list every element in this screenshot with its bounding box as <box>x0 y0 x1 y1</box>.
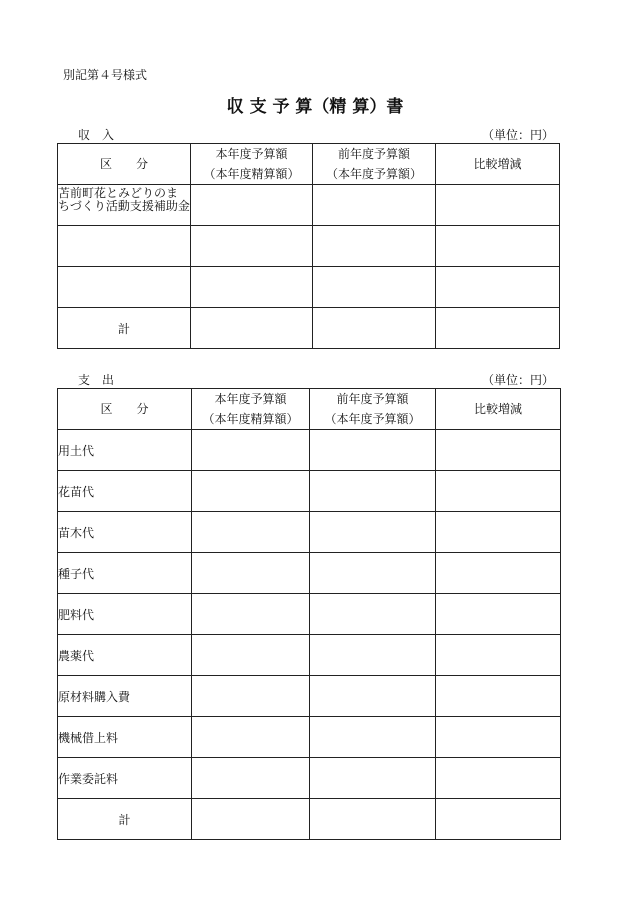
expense-header-diff: 比較増減 <box>436 389 561 430</box>
expense-row-label: 苗木代 <box>58 512 192 553</box>
expense-row-label: 肥料代 <box>58 594 192 635</box>
expense-cell-previous[interactable] <box>310 553 436 594</box>
income-header-row <box>58 144 560 185</box>
income-header-previous <box>313 144 436 185</box>
expense-row-label: 原材料購入費 <box>58 676 192 717</box>
expense-cell-diff[interactable] <box>436 512 561 553</box>
table-row <box>58 594 561 635</box>
income-cell-previous[interactable] <box>313 226 436 267</box>
expense-cell-previous[interactable] <box>310 635 436 676</box>
expense-total-label: 計 <box>58 799 192 840</box>
expense-header-previous-line1: 前年度予算額 <box>336 392 409 406</box>
expense-cell-previous[interactable] <box>310 717 436 758</box>
income-cell-previous[interactable] <box>313 267 436 308</box>
expense-cell-diff[interactable] <box>436 471 561 512</box>
expense-total-current[interactable] <box>192 799 310 840</box>
expense-row-label: 農薬代 <box>58 635 192 676</box>
expense-cell-current[interactable] <box>192 512 310 553</box>
expense-row-label: 機械借上料 <box>58 717 192 758</box>
income-header-category: 区 分 <box>58 144 191 185</box>
expense-total-row <box>58 799 561 840</box>
income-total-previous[interactable] <box>313 308 436 349</box>
income-total-diff[interactable] <box>436 308 560 349</box>
income-cell-current[interactable] <box>191 267 313 308</box>
income-row-label <box>58 267 191 308</box>
table-row <box>58 226 560 267</box>
expense-cell-current[interactable] <box>192 471 310 512</box>
document-title: 収 支 予 算（精 算）書 <box>226 97 404 117</box>
table-row <box>58 717 561 758</box>
income-row-label: 苫前町花とみどりのまちづくり活動支援補助金 <box>58 185 191 226</box>
expense-cell-previous[interactable] <box>310 512 436 553</box>
expense-header-current-line1: 本年度予算額 <box>214 392 287 406</box>
expense-cell-current[interactable] <box>192 635 310 676</box>
table-row <box>58 635 561 676</box>
expense-cell-previous[interactable] <box>310 758 436 799</box>
expense-row-label: 種子代 <box>58 553 192 594</box>
expense-cell-current[interactable] <box>192 676 310 717</box>
expense-cell-diff[interactable] <box>436 717 561 758</box>
income-row-label <box>58 226 191 267</box>
expense-cell-diff[interactable] <box>436 430 561 471</box>
expense-header-row <box>58 389 561 430</box>
income-cell-diff[interactable] <box>436 267 560 308</box>
income-cell-current[interactable] <box>191 185 313 226</box>
table-row <box>58 185 560 226</box>
expense-total-diff[interactable] <box>436 799 561 840</box>
expense-header-previous <box>310 389 436 430</box>
table-row <box>58 512 561 553</box>
expense-cell-current[interactable] <box>192 717 310 758</box>
expense-header-previous-line2: （本年度予算額） <box>324 412 421 426</box>
expense-header-category: 区 分 <box>58 389 192 430</box>
expense-cell-current[interactable] <box>192 553 310 594</box>
income-header-previous-line1: 前年度予算額 <box>337 147 410 161</box>
income-total-current[interactable] <box>191 308 313 349</box>
income-cell-diff[interactable] <box>436 226 560 267</box>
income-header-previous-line2: （本年度予算額） <box>325 167 422 181</box>
income-cell-previous[interactable] <box>313 185 436 226</box>
income-header-diff: 比較増減 <box>436 144 560 185</box>
expense-row-label: 用土代 <box>58 430 192 471</box>
income-total-label: 計 <box>58 308 191 349</box>
table-row <box>58 471 561 512</box>
expense-cell-previous[interactable] <box>310 594 436 635</box>
expense-unit-label: （単位：円） <box>481 373 554 387</box>
income-header-current <box>191 144 313 185</box>
expense-row-label: 花苗代 <box>58 471 192 512</box>
expense-cell-diff[interactable] <box>436 635 561 676</box>
form-number-label: 別記第４号様式 <box>63 68 148 82</box>
expense-cell-diff[interactable] <box>436 758 561 799</box>
income-table <box>57 143 560 349</box>
expense-cell-current[interactable] <box>192 758 310 799</box>
table-row <box>58 758 561 799</box>
income-cell-diff[interactable] <box>436 185 560 226</box>
income-header-current-line1: 本年度予算額 <box>215 147 288 161</box>
expense-cell-current[interactable] <box>192 594 310 635</box>
table-row <box>58 430 561 471</box>
income-header-current-line2: （本年度精算額） <box>203 167 300 181</box>
expense-header-current <box>192 389 310 430</box>
table-row <box>58 267 560 308</box>
income-total-row <box>58 308 560 349</box>
expense-header-current-line2: （本年度精算額） <box>202 412 299 426</box>
table-row <box>58 676 561 717</box>
expense-cell-diff[interactable] <box>436 553 561 594</box>
expense-row-label: 作業委託料 <box>58 758 192 799</box>
expense-cell-previous[interactable] <box>310 430 436 471</box>
income-cell-current[interactable] <box>191 226 313 267</box>
expense-total-previous[interactable] <box>310 799 436 840</box>
expense-cell-diff[interactable] <box>436 676 561 717</box>
expense-cell-previous[interactable] <box>310 471 436 512</box>
table-row <box>58 553 561 594</box>
income-section-label: 収 入 <box>78 128 115 142</box>
expense-cell-diff[interactable] <box>436 594 561 635</box>
income-unit-label: （単位：円） <box>481 128 554 142</box>
expense-section-label: 支 出 <box>78 373 115 387</box>
expense-cell-current[interactable] <box>192 430 310 471</box>
expense-cell-previous[interactable] <box>310 676 436 717</box>
expense-table <box>57 388 561 840</box>
